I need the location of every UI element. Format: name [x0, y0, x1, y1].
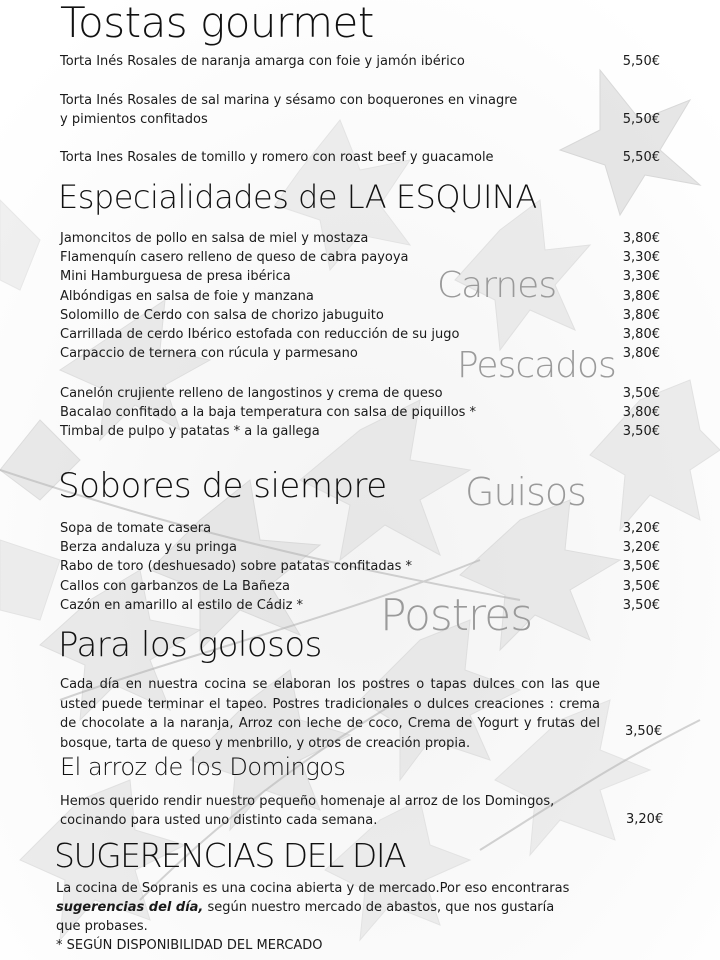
- especialidad-item: Albóndigas en salsa de foie y manzana 3,80€: [60, 289, 660, 304]
- especialidad-item: Carpaccio de ternera con rúcula y parmesano 3,80€: [60, 346, 660, 361]
- sabores-title: Sobores de siempre: [58, 466, 387, 506]
- arroz-title: El arroz de los Domingos: [60, 753, 346, 781]
- category-pescados: Pescados: [457, 345, 616, 386]
- sabores-item: Cazón en amarillo al estilo de Cádiz * 3,50€: [60, 598, 660, 613]
- especialidad-item: Timbal de pulpo y patatas * a la gallega 3,50€: [60, 424, 660, 439]
- especialidad-item: Solomillo de Cerdo con salsa de chorizo jabuguito 3,80€: [60, 308, 660, 323]
- sabores-item: Sopa de tomate casera 3,20€: [60, 521, 660, 536]
- arroz-description: Hemos querido rendir nuestro pequeño homenaje al arroz de los Domingos, cocinando para usted uno distinto cada semana.: [60, 794, 555, 828]
- golosos-title: Para los golosos: [58, 625, 322, 665]
- especialidades-title: Especialidades de LA ESQUINA: [58, 178, 537, 216]
- especialidad-item: Mini Hamburguesa de presa ibérica 3,30€: [60, 269, 660, 284]
- sabores-item: Callos con garbanzos de La Bañeza 3,50€: [60, 579, 660, 594]
- especialidad-item: Carrillada de cerdo Ibérico estofada con reducción de su jugo 3,80€: [60, 327, 660, 342]
- arroz-price: 3,20€: [626, 812, 664, 827]
- golosos-price: 3,50€: [625, 724, 663, 739]
- category-carnes: Carnes: [437, 265, 557, 306]
- golosos-description: Cada día en nuestra cocina se elaboran los postres o tapas dulces con las que usted puede terminar el tapeo. Postres tradicionales o dulces creaciones : crema de chocolate a la naranja, Arroz con leche de coco, Crema de Yogurt y frutas del bosque, tarta de queso y menbrillo, y otros de creación propia.: [60, 677, 600, 751]
- sugerencias-title: SUGERENCIAS DEL DIA: [54, 836, 406, 875]
- sabores-item: Berza andaluza y su pringa 3,20€: [60, 540, 660, 555]
- tostas-item-2: Torta Inés Rosales de sal marina y sésamo con boquerones en vinagre y pimientos confitados 5,50€: [60, 93, 660, 128]
- sugerencias-description: La cocina de Sopranis es una cocina abierta y de mercado.Por eso encontraras sugerencias del día, según nuestro mercado de abastos, que nos gustaría que probases. * SEGÚN DISPONIBILIDAD DEL MERCADO: [56, 879, 616, 955]
- category-guisos: Guisos: [465, 470, 586, 514]
- especialidad-item: Canelón crujiente relleno de langostinos y crema de queso 3,50€: [60, 386, 660, 401]
- sugerencias-emphasis: sugerencias del día,: [56, 900, 204, 915]
- tostas-item-3: Torta Ines Rosales de tomillo y romero con roast beef y guacamole 5,50€: [60, 150, 660, 165]
- tostas-item-1: Torta Inés Rosales de naranja amarga con foie y jamón ibérico 5,50€: [60, 54, 660, 69]
- especialidad-item: Flamenquín casero relleno de queso de cabra payoya 3,30€: [60, 250, 660, 265]
- sabores-item: Rabo de toro (deshuesado) sobre patatas confitadas * 3,50€: [60, 559, 660, 574]
- especialidad-item: Bacalao confitado a la baja temperatura con salsa de piquillos * 3,80€: [60, 405, 660, 420]
- category-postres: Postres: [380, 590, 533, 641]
- availability-note: * SEGÚN DISPONIBILIDAD DEL MERCADO: [56, 938, 323, 953]
- tostas-title: Tostas gourmet: [60, 0, 374, 47]
- especialidad-item: Jamoncitos de pollo en salsa de miel y mostaza 3,80€: [60, 231, 660, 246]
